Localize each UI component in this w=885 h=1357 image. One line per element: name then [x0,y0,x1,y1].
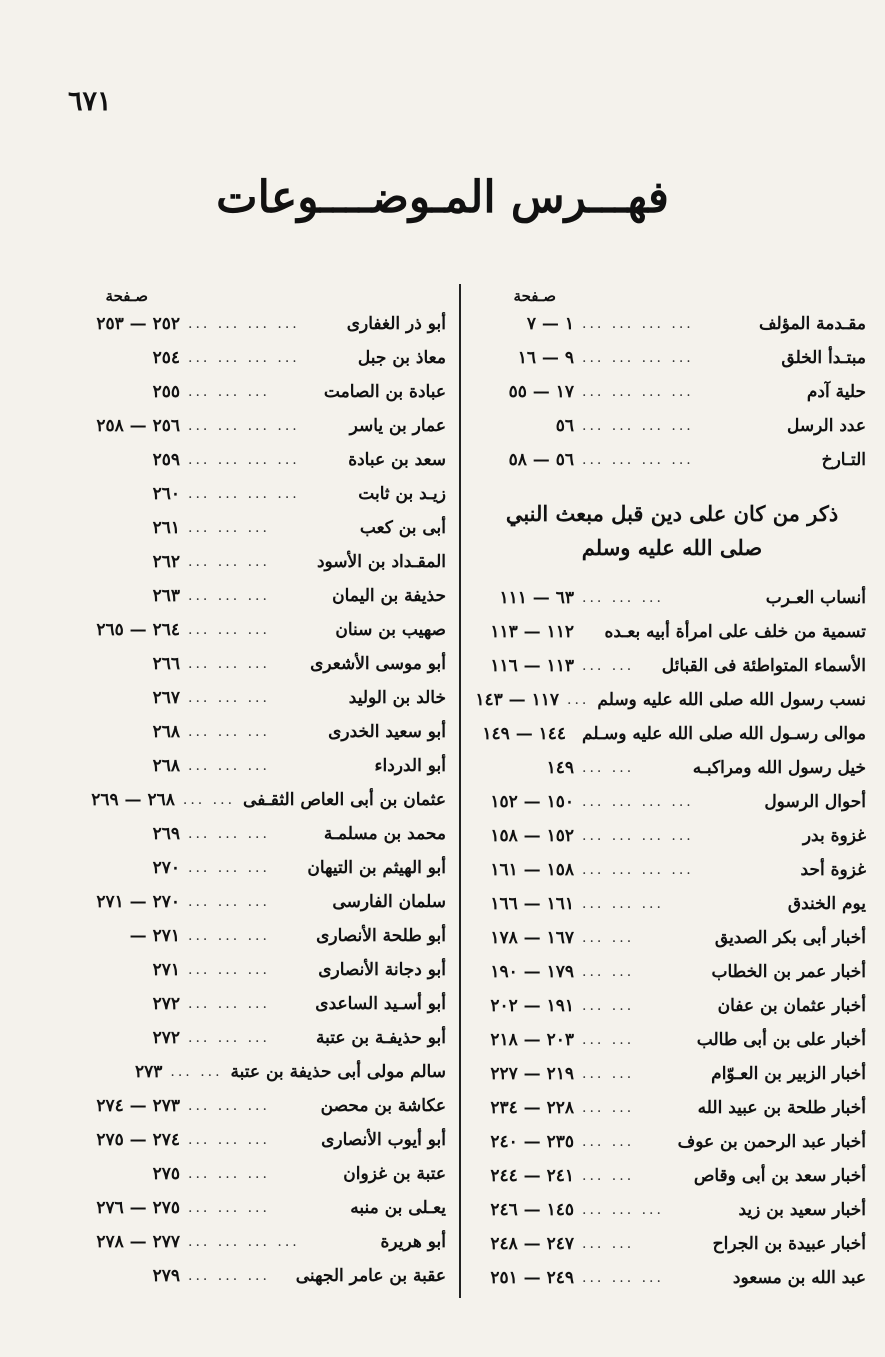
toc-entry-pages: ٥٦ — ٥٨ [508,450,574,470]
toc-entry [478,989,866,1023]
toc-entry-leader: ... ... ... ... [582,316,694,332]
toc-entry-topic: عكاشة بن محصن [320,1096,446,1116]
toc-entry-topic: المقـداد بن الأسود [316,552,446,572]
toc-entry [56,749,446,783]
toc-entry-leader: ... ... ... ... [188,486,300,502]
toc-entry-leader: ... ... [582,1032,635,1048]
toc-entry-topic: عدد الرسل [787,416,866,436]
toc-entry-topic: التـارخ [821,450,866,470]
toc-entry [56,1191,446,1225]
toc-entry [478,615,866,649]
toc-entry [478,1091,866,1125]
toc-entry-pages: ١٥٠ — ١٥٢ [490,792,574,812]
toc-entry-pages: ١١٢ — ١١٣ [490,622,574,642]
toc-entry [478,819,866,853]
toc-entry-topic: أبو موسى الأشعرى [310,654,446,674]
toc-entry-topic: أبى بن كعب [359,518,446,538]
toc-entry-leader: ... ... ... ... [188,316,300,332]
toc-entry-pages: ٢٥٦ — ٢٥٨ [96,416,180,436]
toc-entry [478,341,866,375]
toc-entry-topic: عمار بن ياسر [349,416,446,436]
toc-entry-topic: يوم الخندق [787,894,866,914]
toc-entry-pages: ٢٧٠ [152,858,180,878]
toc-entry [56,783,446,817]
toc-entry-leader: ... ... ... ... [188,350,300,366]
toc-entry-leader: ... ... [582,760,635,776]
toc-entry-topic: غزوة أحد [800,860,866,880]
toc-entry-leader: ... ... ... [188,622,270,638]
toc-entry-leader: ... ... ... [188,860,270,876]
toc-entry-leader: ... ... ... [188,384,270,400]
toc-entry-pages: ١١٧ — ١٤٣ [475,690,560,710]
toc-entry [56,987,446,1021]
toc-entry-pages: ٢٦٢ [152,552,180,572]
entries-list-b [475,581,866,1295]
toc-entry-topic: معاذ بن جبل [357,348,446,368]
toc-entry-leader: ... ... ... ... [188,418,300,434]
toc-entry [56,443,446,477]
toc-entry-pages: ٢٢٨ — ٢٣٤ [490,1098,574,1118]
toc-entry-leader: ... ... [582,658,635,674]
toc-entry-topic: أبو الهيثم بن التيهان [307,858,446,878]
toc-entry [56,545,446,579]
toc-entry-topic: يعـلى بن منبه [350,1198,446,1218]
toc-entry-topic: سالم مولى أبى حذيفة بن عتبة [230,1062,446,1082]
toc-entry-pages: ١٤٥ — ٢٤٦ [490,1200,574,1220]
toc-entry-pages: ٩ — ١٦ [517,348,574,368]
toc-entry-leader: ... ... [170,1064,223,1080]
toc-entry-topic: مقـدمة المؤلف [758,314,866,334]
toc-entry-leader: ... ... ... ... [582,794,694,810]
toc-entry-pages: ٢٧٧ — ٢٧٨ [96,1232,180,1252]
toc-entry-pages: ١٥٢ — ١٥٨ [490,826,574,846]
toc-entry-topic: أبو طلحة الأنصارى [316,926,446,946]
column-divider [459,284,461,1298]
toc-entry-pages: ٢٦٨ [152,756,180,776]
page-column-label: صـفحة [513,287,556,305]
toc-entry [56,613,446,647]
toc-entry-topic: أنساب العـرب [765,588,866,608]
toc-entry-leader: ... ... ... [188,928,270,944]
toc-entry-pages: ٢٧٣ — ٢٧٤ [96,1096,180,1116]
toc-entry-topic: مبتـدأ الخلق [781,348,866,368]
toc-entry-leader: ... ... ... ... [582,350,694,366]
toc-entry-topic: أبو الدرداء [374,756,446,776]
toc-entry [56,1157,446,1191]
toc-entry-topic: أحوال الرسول [764,792,866,812]
toc-entry [478,921,866,955]
toc-entry-leader: ... ... ... [188,1132,270,1148]
toc-entry-pages: ٢٤١ — ٢٤٤ [490,1166,574,1186]
toc-entry [56,375,446,409]
toc-entry [478,751,866,785]
toc-entry-pages: ٢٥٩ [152,450,180,470]
toc-entry-pages: ١٥٨ — ١٦١ [490,860,574,880]
toc-entry-topic: أخبار على بن أبى طالب [696,1030,866,1050]
toc-entry-pages: ٢٥٥ [152,382,180,402]
toc-entry [56,341,446,375]
toc-entry-pages: ٢٦٣ [152,586,180,606]
toc-entry [478,1261,866,1295]
toc-entry-leader: ... ... [582,998,635,1014]
left-column [56,285,446,1293]
toc-entry-pages: ٢٦٧ [152,688,180,708]
toc-entry [56,715,446,749]
toc-entry-pages: ١٧٩ — ١٩٠ [490,962,574,982]
toc-entry-leader: ... ... ... [188,1200,270,1216]
toc-entry-leader: ... ... ... ... [582,828,694,844]
toc-entry [56,409,446,443]
toc-entry-leader: ... ... ... [188,554,270,570]
toc-entry-leader: ... ... [582,1236,635,1252]
toc-entry-leader: ... ... ... [188,1166,270,1182]
toc-entry-topic: أخبار سعيد بن زيد [738,1200,866,1220]
toc-entry-pages: ٦٣ — ١١١ [499,588,574,608]
toc-entry-pages: ١ — ٧ [526,314,574,334]
toc-entry-pages: ٢٧١ — [129,926,180,946]
toc-entry-pages: ٢٤٩ — ٢٥١ [490,1268,574,1288]
toc-entry [56,953,446,987]
toc-entry-pages: ٢٦٩ [152,824,180,844]
toc-entry-leader: ... ... ... ... [188,452,300,468]
toc-entry [478,409,866,443]
toc-entry-pages: ١١٣ — ١١٦ [490,656,574,676]
toc-entry-pages: ٢٦٨ — ٢٦٩ [91,790,175,810]
toc-entry-leader: ... ... ... [188,656,270,672]
toc-entry-leader: ... [567,692,590,708]
toc-entry-leader: ... ... ... [188,996,270,1012]
section-heading-line2: صلى الله عليه وسلم [581,535,763,560]
toc-entry [478,581,866,615]
toc-entry [56,885,446,919]
toc-entry-topic: عتبة بن غزوان [343,1164,446,1184]
toc-entry-pages: ٢٤٧ — ٢٤٨ [490,1234,574,1254]
toc-entry [56,307,446,341]
toc-entry-topic: خيل رسول الله ومراكبـه [692,758,866,778]
toc-entry-topic: أبو حذيفـة بن عتبة [315,1028,446,1048]
toc-entry-topic: أبو سعيد الخدرى [328,722,446,742]
toc-entry-leader: ... ... [582,1168,635,1184]
toc-entry-leader: ... ... ... [582,1202,664,1218]
page-title: فهـــرس المـوضــــوعات [216,172,669,223]
toc-entry-topic: أبو ذر الغفارى [346,314,446,334]
toc-entry [478,649,866,683]
toc-entry [478,717,866,751]
right-column [475,285,866,1295]
toc-entry-leader: ... ... ... [582,590,664,606]
toc-entry-topic: حلية آدم [806,382,866,402]
toc-entry-leader: ... ... [582,1134,635,1150]
toc-entry [56,1123,446,1157]
toc-entry [478,375,866,409]
toc-entry-topic: صهيب بن سنان [335,620,446,640]
toc-entry-pages: ١٤٤ — ١٤٩ [482,724,567,744]
toc-entry-topic: أخبار سعد بن أبى وقاص [693,1166,866,1186]
toc-entry-topic: سلمان الفارسى [332,892,446,912]
toc-entry-pages: ١٦٧ — ١٧٨ [490,928,574,948]
toc-entry-topic: خالد بن الوليد [348,688,446,708]
toc-entry-leader: ... ... ... [188,826,270,842]
toc-entry-topic: حذيفة بن اليمان [332,586,446,606]
toc-entry-topic: أخبار عبد الرحمن بن عوف [677,1132,866,1152]
toc-entry-leader: ... ... ... [188,758,270,774]
page-column-label: صـفحة [105,287,148,305]
toc-entry-leader: ... ... ... [188,1098,270,1114]
toc-entry-leader: ... ... ... [582,896,664,912]
toc-entry [56,511,446,545]
toc-entry-leader: ... ... ... [188,588,270,604]
toc-entry-leader: ... ... [182,792,236,808]
toc-entry-leader: ... ... ... [188,724,270,740]
toc-entry-pages: ٢٦٠ [152,484,180,504]
toc-entry-topic: عبادة بن الصامت [323,382,446,402]
toc-entry-leader: ... ... ... ... [582,862,694,878]
toc-entry [478,955,866,989]
toc-entry [478,1227,866,1261]
toc-entry-pages: ٢٧٢ [152,994,180,1014]
toc-entry-topic: أخبار عثمان بن عفان [717,996,866,1016]
toc-entry-topic: أخبار الزبير بن العـوّام [711,1064,866,1084]
toc-entry-pages: ٢٧٩ [152,1266,180,1286]
toc-entry-topic: أبو أسـيد الساعدى [315,994,446,1014]
toc-entry [478,853,866,887]
toc-entry-pages: ٢٧٢ [152,1028,180,1048]
toc-entry-topic: عبد الله بن مسعود [732,1268,866,1288]
toc-entry [56,851,446,885]
page-number: ٦٧١ [68,86,112,117]
toc-entry-topic: عقبة بن عامر الجهنى [295,1266,446,1286]
toc-entry [478,307,866,341]
toc-entry [56,1225,446,1259]
toc-entry-topic: نسب رسول الله صلى الله عليه وسلم [597,690,866,710]
section-heading [478,497,866,565]
toc-entry-leader: ... ... [582,1066,635,1082]
toc-entry-topic: تسمية من خلف على امرأة أبيه بعـده [604,622,866,642]
toc-entry-topic: أبو هريرة [380,1232,446,1252]
toc-entry-pages: ١٧ — ٥٥ [508,382,574,402]
toc-entry [478,443,866,477]
entries-list-a [478,307,866,477]
toc-entry-topic: أبو أيوب الأنصارى [321,1130,446,1150]
toc-entry-topic: أخبار أبى بكر الصديق [714,928,866,948]
toc-entry [478,1159,866,1193]
toc-entry-leader: ... ... ... ... [582,452,694,468]
toc-entry [56,1259,446,1293]
toc-entry-leader: ... ... ... [188,520,270,536]
toc-entry-leader: ... ... ... ... [188,1234,300,1250]
toc-entry-pages: ٢٣٥ — ٢٤٠ [490,1132,574,1152]
toc-entry-pages: ٢٥٢ — ٢٥٣ [96,314,180,334]
toc-entry-pages: ٢٦٤ — ٢٦٥ [96,620,180,640]
toc-entry-topic: أبو دجانة الأنصارى [318,960,446,980]
toc-entry-pages: ٢٦٨ [152,722,180,742]
toc-entry-topic: أخبار طلحة بن عبيد الله [697,1098,866,1118]
toc-entry-leader: ... ... ... [188,894,270,910]
toc-entry-pages: ٢٧١ [152,960,180,980]
toc-entry [56,579,446,613]
toc-entry [478,1193,866,1227]
toc-entry-pages: ٥٦ [555,416,574,436]
toc-entry-leader: ... ... [582,930,635,946]
toc-entry-pages: ٢٧٥ [152,1164,180,1184]
toc-entry-topic: الأسماء المتواطئة فى القبائل [661,656,866,676]
toc-entry-leader: ... ... ... [188,1030,270,1046]
toc-entry [56,1055,446,1089]
toc-entry-pages: ٢٥٤ [152,348,180,368]
toc-entry-topic: موالى رسـول الله صلى الله عليه وسـلم [582,724,866,744]
toc-entry-pages: ٢٧٠ — ٢٧١ [96,892,180,912]
toc-entry-topic: عثمان بن أبى العاص الثقـفى [243,790,446,810]
toc-entry-pages: ٢٠٣ — ٢١٨ [490,1030,574,1050]
toc-entry-topic: غزوة بدر [802,826,866,846]
toc-entry-leader: ... ... ... [582,1270,664,1286]
section-heading-line1: ذكر من كان على دين قبل مبعث النبي [505,501,839,526]
toc-entry-topic: زيـد بن ثابت [358,484,446,504]
toc-entry [478,1057,866,1091]
toc-entry-pages: ٢٧٤ — ٢٧٥ [96,1130,180,1150]
toc-entry-leader: ... ... [582,1100,635,1116]
toc-entry-leader: ... ... ... ... [582,418,694,434]
toc-entry-leader: ... ... ... [188,690,270,706]
toc-entry [478,785,866,819]
toc-entry [475,683,866,717]
toc-entry-leader: ... ... ... ... [582,384,694,400]
toc-entry-pages: ١٤٩ [546,758,574,778]
toc-entry-leader: ... ... [582,964,635,980]
toc-entry [56,817,446,851]
entries-list [56,307,446,1293]
toc-entry [56,477,446,511]
toc-entry [478,1125,866,1159]
toc-entry [56,919,446,953]
toc-entry-topic: محمد بن مسلمـة [323,824,446,844]
toc-entry-pages: ١٦١ — ١٦٦ [490,894,574,914]
toc-entry [478,887,866,921]
toc-entry-topic: أخبار عبيدة بن الجراح [712,1234,866,1254]
toc-entry [56,1089,446,1123]
toc-entry-topic: أخبار عمر بن الخطاب [711,962,866,982]
toc-entry-pages: ١٩١ — ٢٠٢ [490,996,574,1016]
toc-entry-pages: ٢١٩ — ٢٢٧ [490,1064,574,1084]
toc-entry-pages: ٢٦٦ [152,654,180,674]
toc-entry-topic: سعد بن عبادة [348,450,446,470]
toc-entry [56,1021,446,1055]
toc-entry [56,647,446,681]
toc-entry [478,1023,866,1057]
toc-entry-leader: ... ... ... [188,1268,270,1284]
toc-entry-pages: ٢٦١ [152,518,180,538]
toc-entry-pages: ٢٧٣ [134,1062,163,1082]
toc-entry-pages: ٢٧٥ — ٢٧٦ [96,1198,180,1218]
toc-entry [56,681,446,715]
toc-entry-leader: ... ... ... [188,962,270,978]
